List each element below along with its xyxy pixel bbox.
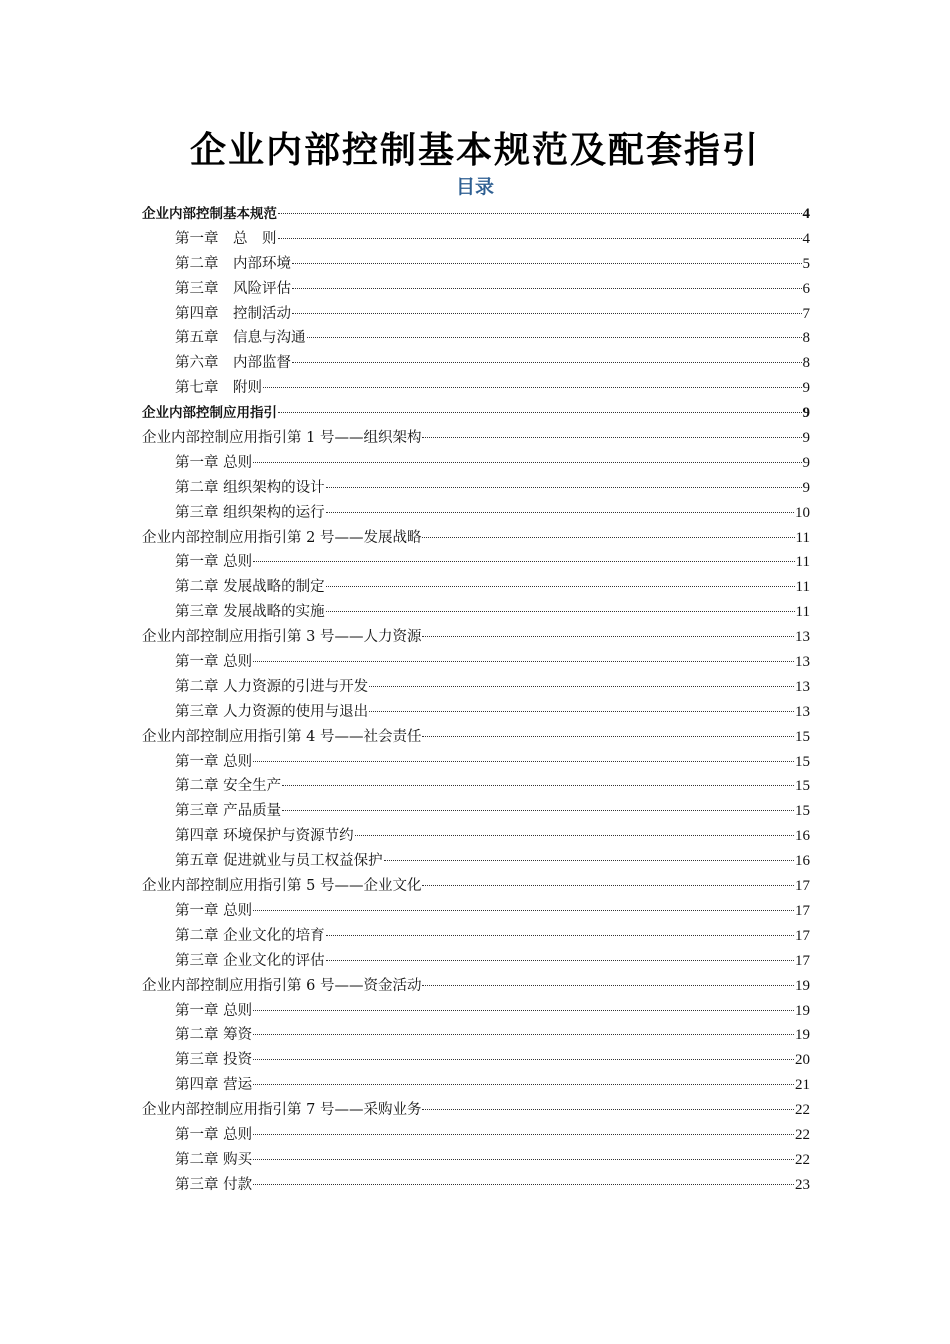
toc-page-number: 9 <box>802 405 810 422</box>
toc-dot-leader <box>326 586 795 587</box>
toc-page-number: 4 <box>802 230 810 247</box>
toc-dot-leader <box>326 611 795 612</box>
toc-page-number: 11 <box>795 604 810 621</box>
toc-page-number: 16 <box>795 853 810 870</box>
toc-chapter-entry[interactable] <box>142 1023 810 1048</box>
toc-page-number: 22 <box>795 1126 810 1143</box>
toc-dot-leader <box>253 561 794 562</box>
toc-guideline-entry[interactable] <box>142 974 810 999</box>
toc-dot-leader <box>422 985 794 986</box>
toc-chapter-entry[interactable] <box>142 849 810 874</box>
toc-chapter-entry[interactable] <box>142 1173 810 1198</box>
toc-entry-title: 第一章 总 则 <box>175 230 277 247</box>
toc-entry-title: 企业内部控制应用指引第 1 号——组织架构 <box>142 430 422 447</box>
toc-entry-title: 第四章 营运 <box>175 1077 253 1094</box>
toc-dot-leader <box>278 412 802 413</box>
toc-dot-leader <box>422 636 794 637</box>
toc-chapter-entry[interactable] <box>142 650 810 675</box>
toc-entry-title: 第三章 发展战略的实施 <box>175 604 325 621</box>
toc-entry-title: 第三章 投资 <box>175 1052 253 1069</box>
toc-dot-leader <box>278 213 802 214</box>
toc-chapter-entry[interactable] <box>142 774 810 799</box>
toc-chapter-entry[interactable] <box>142 675 810 700</box>
toc-page-number: 9 <box>802 380 810 397</box>
toc-entry-title: 第一章 总则 <box>175 1126 253 1143</box>
toc-dot-leader <box>253 910 794 911</box>
toc-page-number: 9 <box>802 454 810 471</box>
toc-chapter-entry[interactable] <box>142 1148 810 1173</box>
toc-page-number: 11 <box>795 529 810 546</box>
toc-chapter-entry[interactable] <box>142 326 810 351</box>
toc-dot-leader <box>369 686 794 687</box>
toc-dot-leader <box>253 761 794 762</box>
toc-page-number: 21 <box>795 1077 810 1094</box>
toc-guideline-entry[interactable] <box>142 526 810 551</box>
toc-dot-leader <box>253 661 794 662</box>
toc-chapter-entry[interactable] <box>142 700 810 725</box>
toc-entry-title: 第三章 企业文化的评估 <box>175 952 325 969</box>
toc-entry-title: 企业内部控制应用指引第 7 号——采购业务 <box>142 1102 422 1119</box>
toc-chapter-entry[interactable] <box>142 1123 810 1148</box>
toc-page-number: 22 <box>795 1102 810 1119</box>
toc-entry-title: 第五章 促进就业与员工权益保护 <box>175 853 383 870</box>
toc-page-number: 16 <box>795 828 810 845</box>
toc-page-number: 15 <box>795 728 810 745</box>
toc-chapter-entry[interactable] <box>142 999 810 1024</box>
toc-dot-leader <box>253 1059 794 1060</box>
toc-part-entry[interactable] <box>142 401 810 426</box>
toc-dot-leader <box>292 288 802 289</box>
toc-page-number: 11 <box>795 554 810 571</box>
toc-dot-leader <box>253 1084 794 1085</box>
toc-page-number: 9 <box>802 430 810 447</box>
toc-page-number: 20 <box>795 1052 810 1069</box>
toc-guideline-entry[interactable] <box>142 1098 810 1123</box>
toc-entry-title: 企业内部控制基本规范 <box>142 206 277 222</box>
toc-chapter-entry[interactable] <box>142 550 810 575</box>
toc-dot-leader <box>263 387 802 388</box>
toc-chapter-entry[interactable] <box>142 899 810 924</box>
toc-dot-leader <box>253 462 801 463</box>
toc-chapter-entry[interactable] <box>142 575 810 600</box>
toc-dot-leader <box>355 835 794 836</box>
toc-dot-leader <box>253 1184 794 1185</box>
toc-entry-title: 第二章 安全生产 <box>175 778 282 795</box>
toc-chapter-entry[interactable] <box>142 351 810 376</box>
toc-page-number: 15 <box>795 753 810 770</box>
toc-chapter-entry[interactable] <box>142 1073 810 1098</box>
toc-dot-leader <box>369 711 794 712</box>
toc-page-number: 13 <box>795 654 810 671</box>
toc-dot-leader <box>253 1034 794 1035</box>
toc-guideline-entry[interactable] <box>142 874 810 899</box>
toc-dot-leader <box>292 263 802 264</box>
toc-page-number: 10 <box>795 504 810 521</box>
toc-dot-leader <box>326 487 802 488</box>
toc-dot-leader <box>282 785 794 786</box>
document-title: 企业内部控制基本规范及配套指引 <box>189 129 760 171</box>
toc-chapter-entry[interactable] <box>142 600 810 625</box>
toc-entry-title: 企业内部控制应用指引 <box>142 405 277 422</box>
toc-entry-title: 企业内部控制应用指引第 2 号——发展战略 <box>142 529 422 546</box>
toc-page-number: 8 <box>802 330 810 347</box>
toc-page-number: 17 <box>795 878 810 895</box>
toc-dot-leader <box>384 860 794 861</box>
toc-entry-title: 第一章 总则 <box>175 554 253 571</box>
toc-entry-title: 第二章 企业文化的培育 <box>175 927 325 944</box>
toc-dot-leader <box>422 736 794 737</box>
toc-dot-leader <box>292 313 802 314</box>
toc-page-number: 9 <box>802 479 810 496</box>
toc-chapter-entry[interactable] <box>142 750 810 775</box>
toc-heading: 目录 <box>455 176 494 198</box>
toc-page-number: 17 <box>795 927 810 944</box>
toc-page-number: 13 <box>795 629 810 646</box>
toc-page-number: 8 <box>802 355 810 372</box>
toc-entry-title: 第四章 环境保护与资源节约 <box>175 828 354 845</box>
toc-entry-title: 第二章 内部环境 <box>175 255 291 272</box>
toc-page-number: 17 <box>795 952 810 969</box>
toc-chapter-entry[interactable] <box>142 501 810 526</box>
toc-entry-title: 第七章 附则 <box>175 380 262 397</box>
toc-part-entry[interactable] <box>142 202 810 227</box>
toc-page-number: 15 <box>795 803 810 820</box>
toc-entry-title: 第四章 控制活动 <box>175 305 291 322</box>
toc-entry-title: 第一章 总则 <box>175 454 253 471</box>
toc-guideline-entry[interactable] <box>142 625 810 650</box>
toc-dot-leader <box>282 810 794 811</box>
toc-entry-title: 第三章 人力资源的使用与退出 <box>175 703 369 720</box>
toc-entry-title: 第一章 总则 <box>175 654 253 671</box>
toc-page-number: 22 <box>795 1151 810 1168</box>
toc-guideline-entry[interactable] <box>142 426 810 451</box>
toc-entry-title: 企业内部控制应用指引第 5 号——企业文化 <box>142 878 422 895</box>
toc-page-number: 15 <box>795 778 810 795</box>
toc-entry-title: 第一章 总则 <box>175 753 253 770</box>
toc-entry-title: 第三章 风险评估 <box>175 280 291 297</box>
toc-chapter-entry[interactable] <box>142 451 810 476</box>
toc-entry-title: 企业内部控制应用指引第 3 号——人力资源 <box>142 629 422 646</box>
table-of-contents <box>142 202 810 1198</box>
toc-chapter-entry[interactable] <box>142 1048 810 1073</box>
toc-chapter-entry[interactable] <box>142 302 810 327</box>
toc-entry-title: 第六章 内部监督 <box>175 355 291 372</box>
toc-entry-title: 第二章 人力资源的引进与开发 <box>175 678 369 695</box>
toc-entry-title: 第一章 总则 <box>175 902 253 919</box>
toc-chapter-entry[interactable] <box>142 949 810 974</box>
toc-chapter-entry[interactable] <box>142 799 810 824</box>
toc-page-number: 19 <box>795 977 810 994</box>
toc-page-number: 17 <box>795 902 810 919</box>
toc-chapter-entry[interactable] <box>142 824 810 849</box>
toc-dot-leader <box>278 238 802 239</box>
toc-chapter-entry[interactable] <box>142 476 810 501</box>
toc-guideline-entry[interactable] <box>142 725 810 750</box>
toc-chapter-entry[interactable] <box>142 252 810 277</box>
toc-dot-leader <box>253 1159 794 1160</box>
toc-entry-title: 第二章 组织架构的设计 <box>175 479 325 496</box>
toc-entry-title: 第五章 信息与沟通 <box>175 330 306 347</box>
toc-entry-title: 第一章 总则 <box>175 1002 253 1019</box>
toc-page-number: 23 <box>795 1176 810 1193</box>
toc-dot-leader <box>307 337 802 338</box>
toc-page-number: 7 <box>802 305 810 322</box>
toc-entry-title: 企业内部控制应用指引第 6 号——资金活动 <box>142 977 422 994</box>
toc-chapter-entry[interactable] <box>142 376 810 401</box>
toc-page-number: 4 <box>802 206 810 222</box>
toc-page-number: 13 <box>795 678 810 695</box>
toc-page-number: 6 <box>802 280 810 297</box>
toc-page-number: 19 <box>795 1027 810 1044</box>
toc-entry-title: 企业内部控制应用指引第 4 号——社会责任 <box>142 728 422 745</box>
toc-entry-title: 第三章 付款 <box>175 1176 253 1193</box>
toc-entry-title: 第二章 发展战略的制定 <box>175 579 325 596</box>
toc-chapter-entry[interactable] <box>142 277 810 302</box>
toc-chapter-entry[interactable] <box>142 227 810 252</box>
toc-page-number: 13 <box>795 703 810 720</box>
toc-entry-title: 第三章 产品质量 <box>175 803 282 820</box>
toc-dot-leader <box>422 885 794 886</box>
toc-dot-leader <box>422 537 794 538</box>
toc-page-number: 11 <box>795 579 810 596</box>
toc-entry-title: 第二章 购买 <box>175 1151 253 1168</box>
toc-entry-title: 第三章 组织架构的运行 <box>175 504 325 521</box>
toc-dot-leader <box>326 935 794 936</box>
toc-dot-leader <box>326 512 794 513</box>
toc-page-number: 5 <box>802 255 810 272</box>
toc-dot-leader <box>326 960 794 961</box>
toc-page-number: 19 <box>795 1002 810 1019</box>
toc-dot-leader <box>422 437 801 438</box>
toc-dot-leader <box>253 1010 794 1011</box>
toc-dot-leader <box>292 362 802 363</box>
toc-chapter-entry[interactable] <box>142 924 810 949</box>
toc-entry-title: 第二章 筹资 <box>175 1027 253 1044</box>
toc-dot-leader <box>422 1109 794 1110</box>
toc-dot-leader <box>253 1134 794 1135</box>
